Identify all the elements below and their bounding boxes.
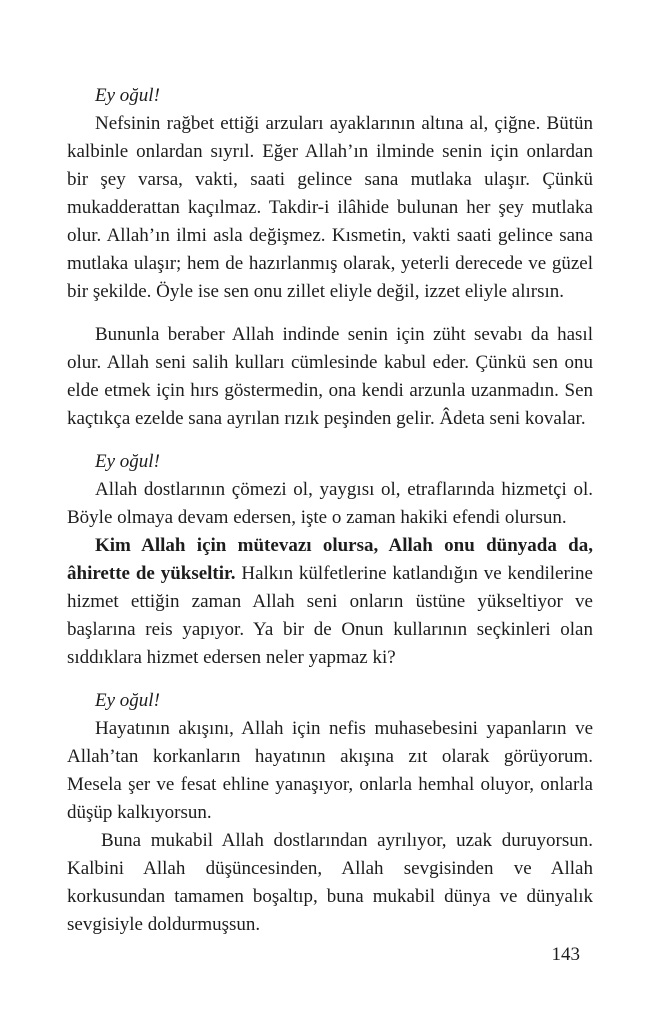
page-number: 143 — [551, 944, 580, 965]
section-4 — [67, 687, 593, 939]
section-heading: Ey oğul! — [95, 451, 160, 472]
section-1 — [67, 82, 593, 306]
paragraph-rest: Halkın külfetlerine katlandığın ve kendilerine hizmet ettiğin zaman Allah seni onların üstüne yükseltiyor ve başlarına reis yapıyor. Ya bir de Onun kullarının seçkinleri olan sıddıklara hizmet edersen neler yapmaz ki? — [67, 563, 593, 668]
section-heading: Ey oğul! — [95, 85, 160, 106]
section-2 — [67, 321, 593, 433]
paragraph — [67, 532, 593, 672]
page-text — [67, 82, 593, 939]
paragraph: Hayatının akışını, Allah için nefis muhasebesini yapanların ve Allah’tan korkanların hayatının akışına zıt olarak görüyorum. Mesela şer ve fesat ehline yanaşıyor, onlarla hemhal oluyor, onlarla düşüp kalkıyorsun. — [67, 718, 593, 823]
section-heading: Ey oğul! — [95, 690, 160, 711]
section-3 — [67, 448, 593, 672]
paragraph: Buna mukabil Allah dostlarından ayrılıyor, uzak duruyorsun. Kalbini Allah düşüncesinden, Allah sevgisinden ve Allah korkusundan tamamen boşaltıp, buna mukabil dünya ve dünyalık sevgisiyle doldurmuşsun. — [67, 830, 593, 935]
paragraph: Allah dostlarının çömezi ol, yaygısı ol, etraflarında hizmetçi ol. Böyle olmaya devam edersen, işte o zaman hakiki efendi olursun. — [67, 479, 593, 528]
paragraph: Nefsinin rağbet ettiği arzuları ayaklarının altına al, çiğne. Bütün kalbinle onlardan sıyrıl. Eğer Allah’ın ilminde senin için onlardan bir şey varsa, vakti, saati gelince sana mutlaka ulaşır. Çünkü mukadderattan kaçılmaz. Takdir-i ilâhide bulunan her şey mutlaka olur. Allah’ın ilmi asla değişmez. Kısmetin, vakti saati gelince sana mutlaka ulaşır; hem de hazırlanmış olarak, yeterli derecede ve güzel bir şekilde. Öyle ise sen onu zillet eliyle değil, izzet eliyle alırsın. — [67, 113, 593, 302]
bold-lead-sentence: Kim Allah için mütevazı olursa, Allah onu dünyada da, âhirette de yükseltir. — [67, 535, 593, 584]
paragraph: Bununla beraber Allah indinde senin için züht sevabı da hasıl olur. Allah seni salih kulları cümlesinde kabul eder. Çünkü sen onu elde etmek için hırs göstermedin, ona kendi arzunla uzanmadın. Sen kaçtıkça ezelde sana ayrılan rızık peşinden gelir. Âdeta seni kovalar. — [67, 324, 593, 429]
